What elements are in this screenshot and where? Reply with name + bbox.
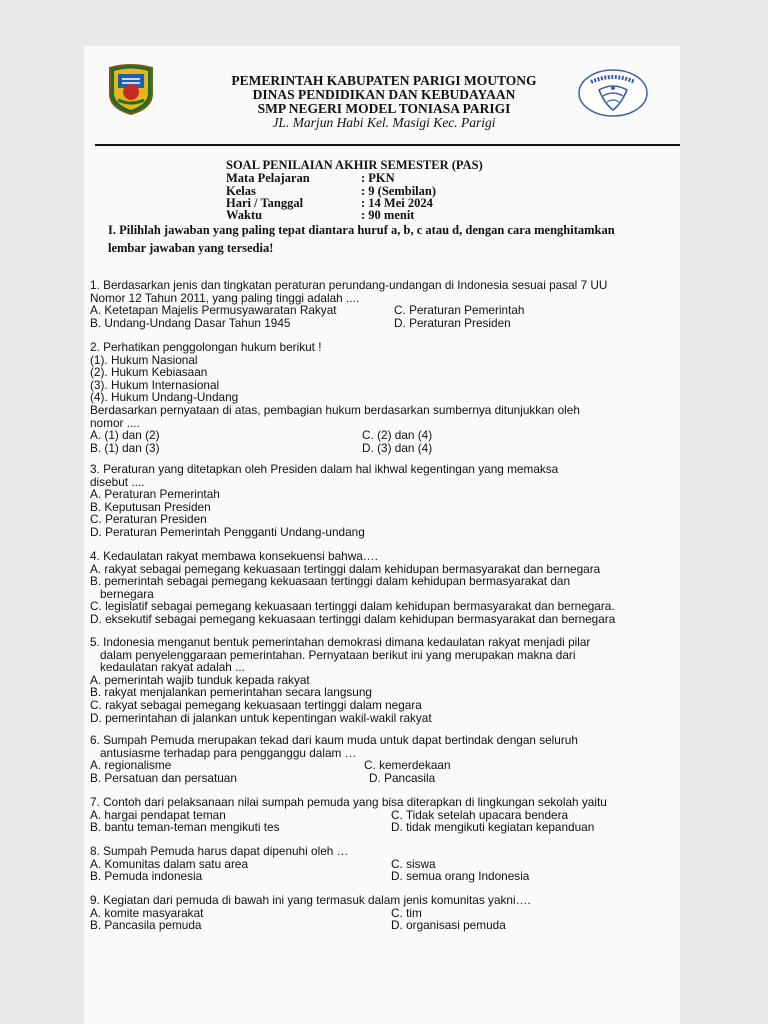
question-3: [90, 463, 558, 539]
option-d[interactable]: D. eksekutif sebagai pemegang kekuasaan tertinggi dalam kehidupan bermasyarakat dan bernegara: [90, 611, 616, 626]
question-8: [90, 844, 530, 884]
question-9: [90, 894, 531, 932]
option-b-continued[interactable]: bernegara: [100, 586, 154, 601]
question-text: 6. Sumpah Pemuda merupakan tekad dari kaum muda untuk dapat bertindak dengan seluruh: [90, 733, 578, 747]
option-c[interactable]: C. siswa: [391, 856, 436, 871]
option-b[interactable]: B. (1) dan (3): [90, 440, 160, 455]
field-value-subject: : PKN: [361, 171, 395, 185]
question-text: 4. Kedaulatan rakyat membawa konsekuensi bahwa….: [90, 549, 378, 563]
option-b[interactable]: B. Persatuan dan persatuan: [90, 770, 237, 785]
option-c[interactable]: C. rakyat sebagai pemegang kekuasaan tertinggi dalam negara: [90, 697, 422, 712]
field-label-date: Hari / Tanggal: [226, 196, 304, 210]
header-divider: [95, 144, 680, 146]
option-c[interactable]: C. Peraturan Presiden: [90, 512, 207, 527]
option-c[interactable]: C. tim: [391, 905, 422, 920]
instructions: [108, 222, 678, 257]
option-b[interactable]: B. Keputusan Presiden: [90, 499, 211, 514]
option-b[interactable]: B. Undang-Undang Dasar Tahun 1945: [90, 315, 291, 330]
question-text: disebut ....: [90, 474, 145, 489]
option-c[interactable]: C. (2) dan (4): [362, 428, 433, 443]
option-a[interactable]: A. rakyat sebagai pemegang kekuasaan tertinggi dalam kehidupan bermasyarakat dan bernegara: [90, 561, 601, 576]
question-text: 2. Perhatikan penggolongan hukum berikut !: [90, 340, 322, 354]
option-c[interactable]: C. Tidak setelah upacara bendera: [391, 807, 569, 822]
question-text: Nomor 12 Tahun 2011, yang paling tinggi adalah ....: [90, 290, 360, 305]
field-label-subject: Mata Pelajaran: [226, 171, 310, 185]
field-value-time: : 90 menit: [361, 208, 415, 222]
question-text: antusiasme terhadap para pengganggu dalam …: [100, 745, 357, 760]
option-a[interactable]: A. pemerintah wajib tunduk kepada rakyat: [90, 672, 310, 687]
instruction-line-2: lembar jawaban yang tersedia!: [108, 240, 274, 255]
question-text: 1. Berdasarkan jenis dan tingkatan peraturan perundang-undangan di Indonesia sesuai pasal 7 UU: [90, 278, 608, 292]
option-d[interactable]: D. pemerintahan di jalankan untuk kepentingan wakil-wakil rakyat: [90, 710, 432, 725]
list-item: (4). Hukum Undang-Undang: [90, 390, 239, 405]
field-value-class: : 9 (Sembilan): [361, 184, 436, 198]
question-text: 9. Kegiatan dari pemuda di bawah ini yang termasuk dalam jenis komunitas yakni….: [90, 893, 531, 907]
option-b[interactable]: B. bantu teman-teman mengikuti tes: [90, 820, 280, 835]
question-text: 7. Contoh dari pelaksanaan nilai sumpah pemuda yang bisa diterapkan di lingkungan sekolah yaitu: [90, 795, 607, 809]
header-government: PEMERINTAH KABUPATEN PARIGI MOUTONG: [231, 73, 537, 88]
question-4: [90, 550, 615, 626]
question-2: [90, 341, 580, 454]
field-label-time: Waktu: [226, 208, 263, 222]
question-text: 3. Peraturan yang ditetapkan oleh Presiden dalam hal ikhwal kegentingan yang memaksa: [90, 462, 559, 476]
question-1: [90, 279, 607, 329]
option-d[interactable]: D. (3) dan (4): [362, 440, 433, 455]
field-value-date: : 14 Mei 2024: [361, 196, 433, 210]
question-text: dalam penyelenggaraan pemerintahan. Pernyataan berikut ini yang merupakan makna dari: [100, 647, 576, 662]
question-text: kedaulatan rakyat adalah ...: [100, 660, 245, 675]
option-c[interactable]: C. kemerdekaan: [364, 758, 451, 773]
option-d[interactable]: D. Peraturan Pemerintah Pengganti Undang-undang: [90, 524, 365, 539]
question-5: [90, 636, 590, 724]
field-label-class: Kelas: [226, 184, 256, 198]
question-6: [90, 734, 578, 784]
instruction-line-1: I. Pilihlah jawaban yang paling tepat diantara huruf a, b, c atau d, dengan cara menghitamkan: [108, 223, 615, 237]
option-a[interactable]: A. Peraturan Pemerintah: [90, 487, 220, 502]
option-d[interactable]: D. tidak mengikuti kegiatan kepanduan: [391, 820, 595, 835]
header-school: SMP NEGERI MODEL TONIASA PARIGI: [257, 101, 511, 116]
option-c[interactable]: C. Peraturan Pemerintah: [394, 303, 525, 318]
option-a[interactable]: A. komite masyarakat: [90, 905, 204, 920]
option-a[interactable]: A. Ketetapan Majelis Permusyawaratan Rakyat: [90, 303, 337, 318]
header-address: JL. Marjun Habi Kel. Masigi Kec. Parigi: [272, 115, 496, 130]
question-text: Berdasarkan pernyataan di atas, pembagian hukum berdasarkan sumbernya ditunjukkan oleh: [90, 402, 580, 417]
option-d[interactable]: D. Pancasila: [369, 770, 436, 785]
question-text: nomor ....: [90, 415, 140, 430]
option-a[interactable]: A. hargai pendapat teman: [90, 807, 226, 822]
option-d[interactable]: D. Peraturan Presiden: [394, 315, 511, 330]
option-a[interactable]: A. regionalisme: [90, 758, 172, 773]
question-text: 5. Indonesia menganut bentuk pemerintahan demokrasi dimana kedaulatan rakyat menjadi pilar: [90, 635, 591, 649]
question-7: [90, 796, 607, 834]
question-text: 8. Sumpah Pemuda harus dapat dipenuhi oleh …: [90, 844, 349, 858]
option-c[interactable]: C. legislatif sebagai pemegang kekuasaan tertinggi dalam kehidupan bermasyarakat dan bernegara.: [90, 599, 615, 614]
list-item: (1). Hukum Nasional: [90, 352, 198, 367]
option-a[interactable]: A. Komunitas dalam satu area: [90, 856, 249, 871]
header-department: DINAS PENDIDIKAN DAN KEBUDAYAAN: [252, 87, 516, 102]
option-b[interactable]: B. Pemuda indonesia: [90, 869, 203, 884]
option-a[interactable]: A. (1) dan (2): [90, 428, 160, 443]
option-b[interactable]: B. rakyat menjalankan pemerintahan secara langsung: [90, 685, 372, 700]
list-item: (2). Hukum Kebiasaan: [90, 365, 208, 380]
option-b[interactable]: B. Pancasila pemuda: [90, 918, 202, 933]
list-item: (3). Hukum Internasional: [90, 377, 220, 392]
option-d[interactable]: D. semua orang Indonesia: [391, 869, 530, 884]
option-b[interactable]: B. pemerintah sebagai pemegang kekuasaan tertinggi dalam kehidupan bermasyarakat dan: [90, 574, 571, 589]
exam-title: SOAL PENILAIAN AKHIR SEMESTER (PAS): [226, 158, 483, 172]
option-d[interactable]: D. organisasi pemuda: [391, 918, 506, 933]
